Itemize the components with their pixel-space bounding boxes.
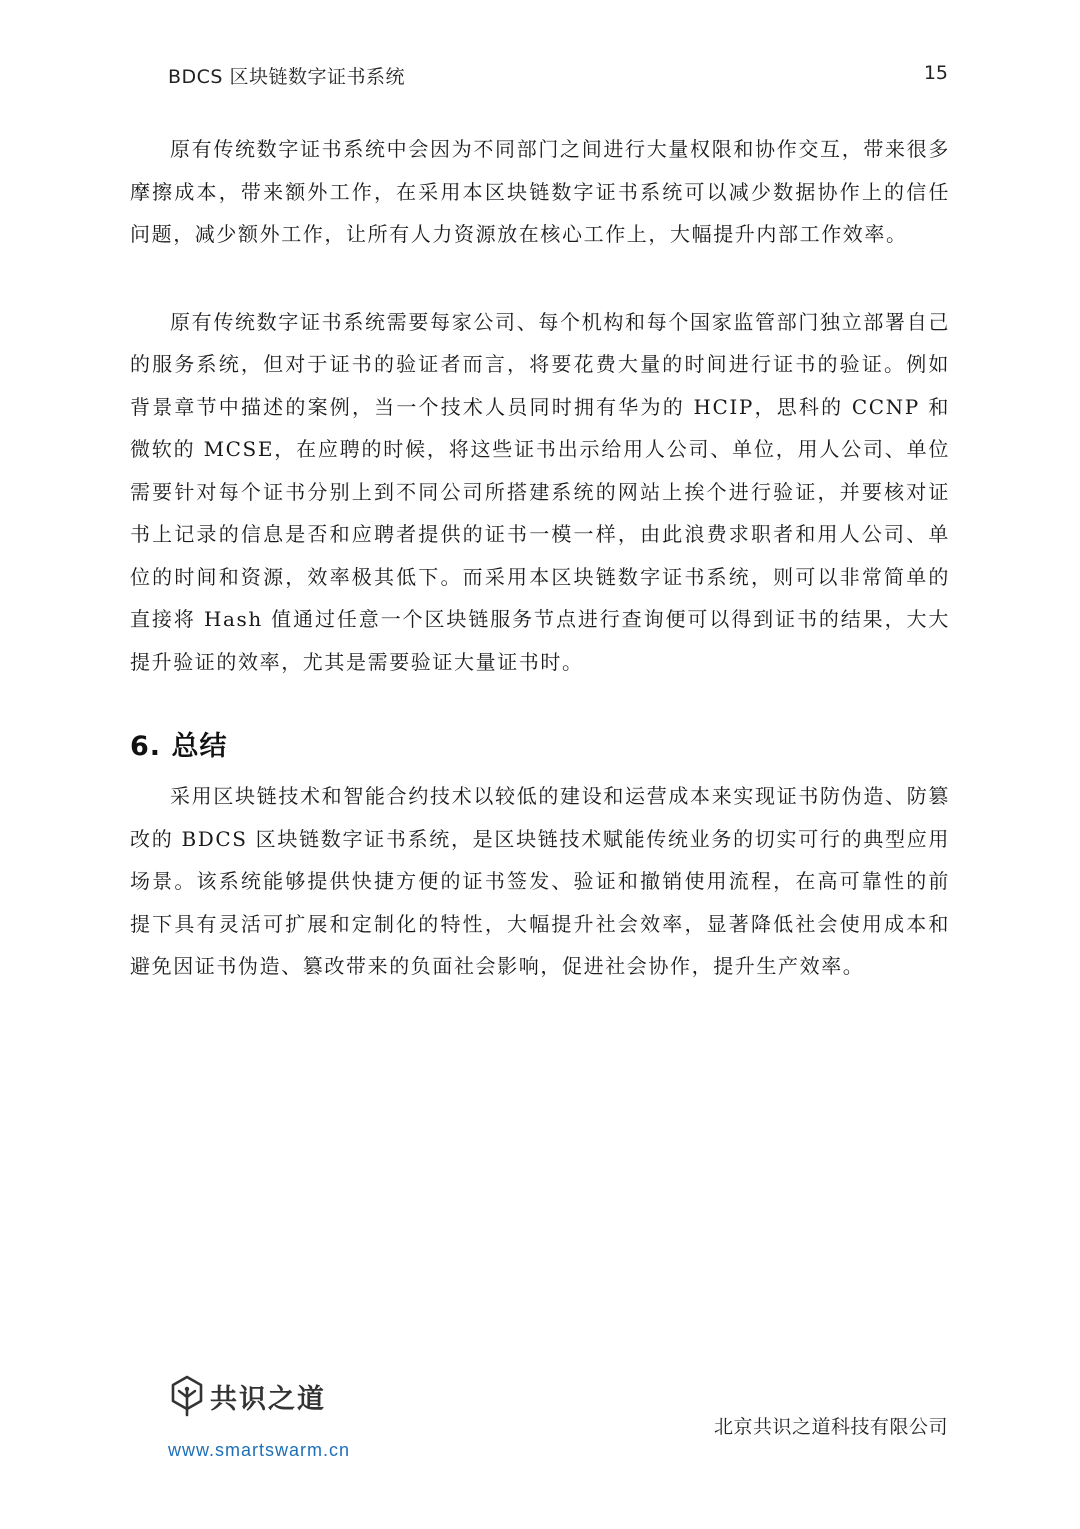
hexagon-tree-logo-icon [170, 1375, 204, 1417]
website-link[interactable]: www.smartswarm.cn [168, 1440, 351, 1460]
section-heading: 6. 总结 [130, 731, 228, 762]
page-header [168, 62, 948, 92]
logo-wordmark: 共识之道 [210, 1384, 326, 1415]
paragraph-1: 原有传统数字证书系统中会因为不同部门之间进行大量权限和协作交互，带来很多摩擦成本，带来额外工作，在采用本区块链数字证书系统可以减少数据协作上的信任问题，减少额外工作，让所有人力资源放在核心工作上，大幅提升内部工作效率。 [130, 137, 950, 246]
paragraph-3: 采用区块链技术和智能合约技术以较低的建设和运营成本来实现证书防伪造、防篡改的 BDCS 区块链数字证书系统，是区块链技术赋能传统业务的切实可行的典型应用场景。该系统能够提供快捷方便的证书签发、验证和撤销使用流程，在高可靠性的前提下具有灵活可扩展和定制化的特性，大幅提升社会效率，显著降低社会使用成本和避免因证书伪造、篡改带来的负面社会影响，促进社会协作，提升生产效率。 [130, 784, 950, 978]
paragraph-2: 原有传统数字证书系统需要每家公司、每个机构和每个国家监管部门独立部署自己的服务系统，但对于证书的验证者而言，将要花费大量的时间进行证书的验证。例如背景章节中描述的案例，当一个技术人员同时拥有华为的 HCIP，思科的 CCNP 和微软的 MCSE，在应聘的时候，将这些证书出示给用人公司、单位，用人公司、单位需要针对每个证书分别上到不同公司所搭建系统的网站上挨个进行验证，并要核对证书上记录的信息是否和应聘者提供的证书一模一样，由此浪费求职者和用人公司、单位的时间和资源，效率极其低下。而采用本区块链数字证书系统，则可以非常简单的直接将 Hash 值通过任意一个区块链服务节点进行查询便可以得到证书的结果，大大提升验证的效率，尤其是需要验证大量证书时。 [130, 309, 950, 674]
company-logo [170, 1375, 370, 1425]
page-number: 15 [923, 62, 948, 84]
company-name: 北京共识之道科技有限公司 [713, 1416, 948, 1438]
main-content [130, 128, 950, 988]
document-title: BDCS 区块链数字证书系统 [168, 66, 406, 88]
